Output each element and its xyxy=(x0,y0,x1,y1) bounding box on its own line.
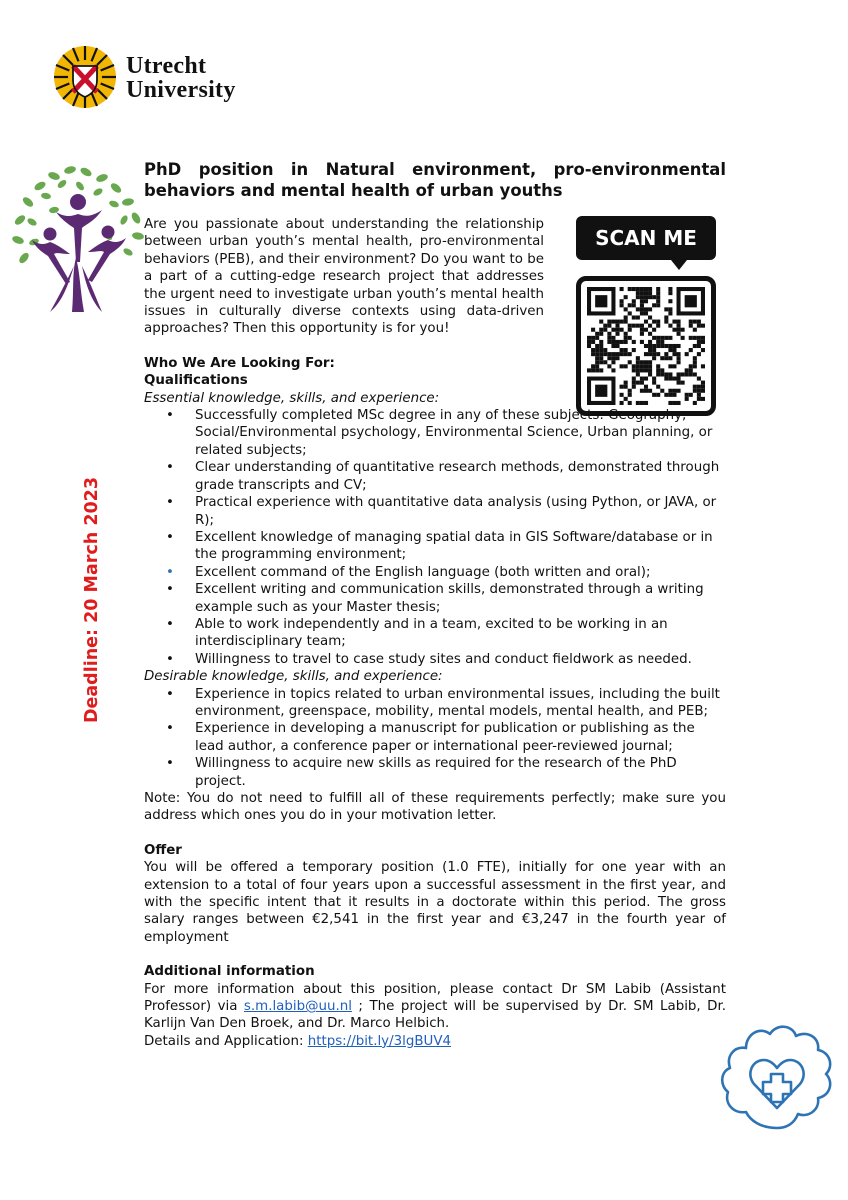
essential-list xyxy=(144,407,726,668)
page-title: PhD position in Natural environment, pro-environmental behaviors and mental health of urban youths xyxy=(144,160,726,200)
contact-text: For more information about this position, please contact Dr SM Labib (Assistant Professor) via xyxy=(144,981,726,1015)
list-item: • Experience in topics related to urban environmental issues, including the built environment, greenspace, mobility, mental models, mental health, and PEB; xyxy=(144,686,726,721)
mental-health-heart-icon xyxy=(720,1016,835,1134)
requirements-note: Note: You do not need to fulfill all of these requirements perfectly; make sure you address which ones you do in your motivation letter. xyxy=(144,791,726,824)
essential-label: Essential knowledge, skills, and experience: xyxy=(144,390,440,406)
application-link[interactable]: https://bit.ly/3lgBUV4 xyxy=(307,1033,452,1049)
university-seal-icon xyxy=(52,44,118,110)
list-item: • Practical experience with quantitative data analysis (using Python, or JAVA, or R); xyxy=(144,494,726,529)
list-item: • Experience in developing a manuscript for publication or publishing as the lead author, a conference paper or international peer-reviewed journal; xyxy=(144,720,726,755)
utrecht-university-logo xyxy=(52,44,252,114)
scan-me-label: SCAN ME xyxy=(576,216,716,260)
logo-line-1: Utrecht xyxy=(126,53,207,79)
offer-text: You will be offered a temporary position (1.0 FTE), initially for one year with an extension to a total of four years upon a successful assessment in the first year, and with the specific intent that it results in a doctorate within this period. The gross salary ranges between €2,541 in the first year and €3,247 in the fourth year of employment xyxy=(144,860,726,945)
list-item: • Able to work independently and in a team, excited to be working in an interdisciplinary team; xyxy=(144,616,726,651)
job-posting-content xyxy=(144,160,726,1050)
list-item: • Willingness to travel to case study sites and conduct fieldwork as needed. xyxy=(144,651,726,668)
desirable-label: Desirable knowledge, skills, and experience: xyxy=(144,669,443,685)
additional-info-text xyxy=(144,981,726,1033)
qualifications-heading: Qualifications xyxy=(144,373,248,389)
offer-heading: Offer xyxy=(144,842,182,858)
email-link[interactable]: s.m.labib@uu.nl xyxy=(243,999,352,1015)
list-item: • Excellent writing and communication skills, demonstrated through a writing example such as your Master thesis; xyxy=(144,581,726,616)
details-label: Details and Application: xyxy=(144,1033,308,1049)
details-line xyxy=(144,1033,726,1050)
university-name xyxy=(126,54,236,102)
deadline-text: Deadline: 20 March 2023 xyxy=(82,476,102,724)
additional-info-heading: Additional information xyxy=(144,964,315,980)
intro-paragraph: Are you passionate about understanding the relationship between urban youth’s mental health, pro-environmental behaviors (PEB), and their environment? Do you want to be a part of a cutting-edge research project that addresses the urgent need to investigate urban youth’s mental health issues in culturally diverse contexts using data-driven approaches? Then this opportunity is for you! xyxy=(144,217,544,337)
desirable-list xyxy=(144,686,726,790)
supervisors-text: ; The project will be supervised by Dr. SM Labib, Dr. Karlijn Van Den Broek, and Dr. Marco Helbich. xyxy=(144,999,727,1032)
list-item: • Clear understanding of quantitative research methods, demonstrated through grade transcripts and CV; xyxy=(144,459,726,494)
looking-for-heading: Who We Are Looking For: xyxy=(144,355,335,371)
list-item: • Successfully completed MSc degree in any of these subjects: Geography, Social/Environmental psychology, Environmental Science, Urban planning, or related subjects; xyxy=(144,407,726,459)
list-item: • Excellent knowledge of managing spatial data in GIS Software/database or in the programming environment; xyxy=(144,529,726,564)
list-item: • Willingness to acquire new skills as required for the research of the PhD project. xyxy=(144,755,726,790)
tree-people-illustration xyxy=(10,162,146,312)
list-item: • Excellent command of the English language (both written and oral); xyxy=(144,564,726,581)
logo-line-2: University xyxy=(126,77,236,103)
